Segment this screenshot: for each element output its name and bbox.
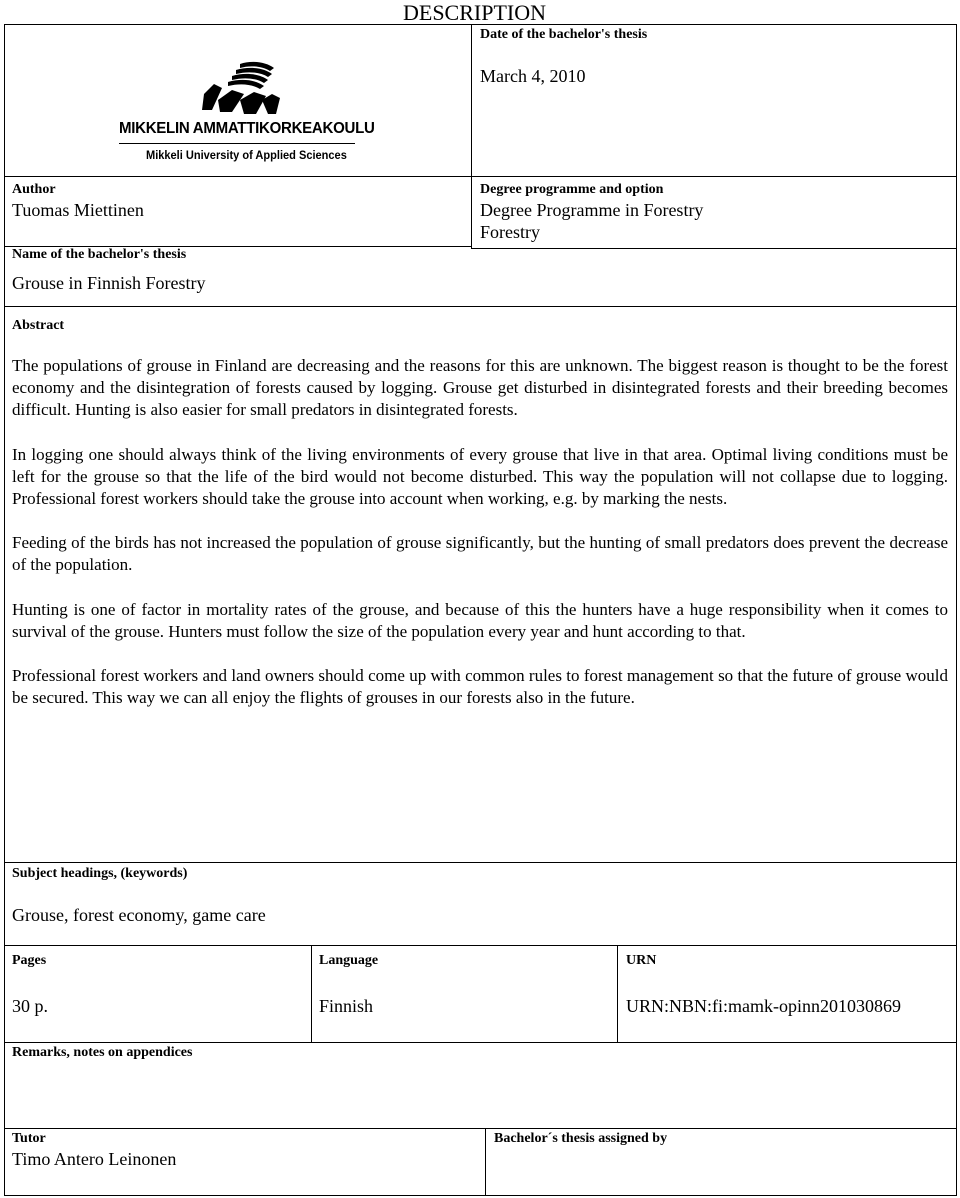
language-label: Language: [319, 953, 379, 968]
keywords-value: Grouse, forest economy, game care: [12, 905, 266, 925]
tutor-divider: [485, 1128, 486, 1195]
meta-divider-1: [311, 945, 312, 1042]
abstract-paragraph: Hunting is one of factor in mortality rates of the grouse, and because of this the hunters have a huge responsibility when it comes to survival of the grouse. Hunters must follow the size of the population every year and hunt according to that.: [12, 599, 948, 641]
degree-bottom-line: [471, 248, 956, 249]
assigned-by-label: Bachelor´s thesis assigned by: [494, 1131, 668, 1146]
document-title: DESCRIPTION: [403, 0, 547, 25]
logo-bottom-line: [4, 176, 956, 177]
university-name: MIKKELIN AMMATTIKORKEAKOULU: [119, 120, 375, 137]
urn-value: URN:NBN:fi:mamk-opinn201030869: [626, 996, 901, 1016]
university-subtitle: Mikkeli University of Applied Sciences: [146, 148, 347, 162]
meta-top-line: [4, 945, 956, 946]
frame-bottom-line: [4, 1195, 956, 1196]
keywords-top-line: [4, 862, 956, 863]
degree-programme: Degree Programme in Forestry: [480, 200, 704, 220]
abstract-paragraph: Feeding of the birds has not increased the population of grouse significantly, but the hunting of small predators does prevent the decrease of the population.: [12, 533, 948, 575]
urn-label: URN: [626, 953, 657, 968]
degree-label: Degree programme and option: [480, 182, 664, 197]
frame-top-line: [4, 24, 956, 25]
tutor-value: Timo Antero Leinonen: [12, 1149, 177, 1169]
pages-value: 30 p.: [12, 996, 48, 1016]
language-value: Finnish: [319, 996, 374, 1016]
university-logo-icon: [200, 60, 280, 116]
tutor-top-line: [4, 1128, 956, 1129]
keywords-label: Subject headings, (keywords): [12, 866, 188, 881]
degree-option: Forestry: [480, 222, 540, 242]
frame-left-line: [4, 24, 5, 1196]
pages-label: Pages: [12, 953, 47, 968]
remarks-label: Remarks, notes on appendices: [12, 1045, 193, 1060]
logo-divider: [119, 143, 355, 144]
remarks-top-line: [4, 1042, 956, 1043]
abstract-paragraph: In logging one should always think of the living environments of every grouse that live in that area. Optimal living conditions must be left for the grouse so that the life of the bird would not become disturbed. This way the population will not collapse due to logging. Professional forest workers should take the grouse into account when working, e.g. by marking the nests.: [12, 444, 948, 509]
author-value: Tuomas Miettinen: [12, 200, 144, 220]
thesis-name-bottom-line: [4, 306, 956, 307]
date-label: Date of the bachelor's thesis: [480, 27, 648, 42]
abstract-paragraph: Professional forest workers and land owners should come up with common rules to forest management so that the future of grouse would be secured. This way we can all enjoy the flights of grouses in our forests also in the future.: [12, 666, 948, 708]
abstract-label: Abstract: [12, 318, 65, 333]
tutor-label: Tutor: [12, 1131, 46, 1146]
meta-divider-2: [617, 945, 618, 1042]
frame-right-line: [956, 24, 957, 1196]
date-value: March 4, 2010: [480, 66, 586, 86]
thesis-name-value: Grouse in Finnish Forestry: [12, 273, 206, 293]
author-label: Author: [12, 182, 56, 197]
abstract-paragraph: The populations of grouse in Finland are decreasing and the reasons for this are unknown. The biggest reason is thought to be the forest economy and the disintegration of forests caused by logging. Grouse get disturbed in disintegrated forests and their breeding becomes difficult. Hunting is also easier for small predators in disintegrated forests.: [12, 356, 948, 420]
header-divider: [471, 24, 472, 248]
abstract-body: [12, 355, 948, 709]
thesis-name-label: Name of the bachelor's thesis: [12, 247, 187, 262]
